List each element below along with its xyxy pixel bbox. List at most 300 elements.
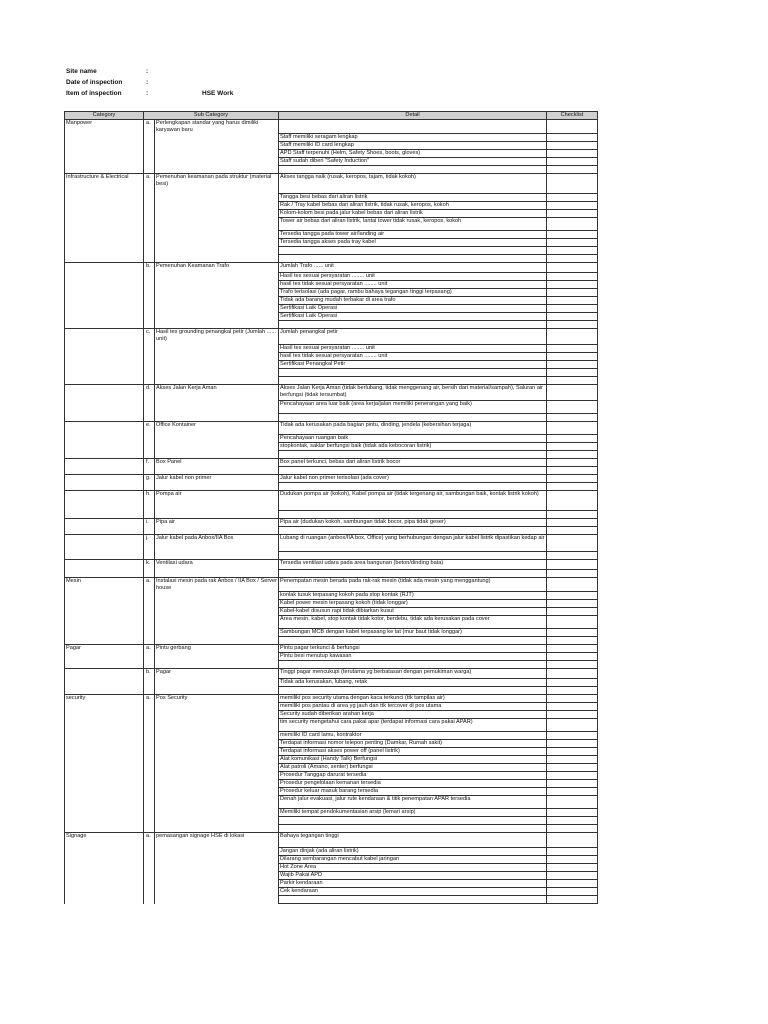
- checklist-cell[interactable]: [547, 353, 598, 361]
- checklist-cell[interactable]: [547, 661, 598, 669]
- checklist-cell[interactable]: [547, 414, 598, 422]
- sub-letter-cell: [144, 608, 155, 616]
- checklist-cell[interactable]: [547, 401, 598, 414]
- checklist-cell[interactable]: [547, 305, 598, 313]
- sub-category-cell: [155, 361, 279, 369]
- detail-cell: Pintu pagar terkunci & berfungsi: [279, 645, 547, 653]
- detail-cell: tim security mengetahui cara pakai apar (terdapat informasi cara pakai APAR): [279, 719, 547, 732]
- table-row: [65, 194, 598, 202]
- table-row: [65, 629, 598, 637]
- sub-letter-cell: [144, 247, 155, 255]
- checklist-cell[interactable]: [547, 872, 598, 880]
- table-row: [65, 740, 598, 748]
- sub-letter-cell: f.: [144, 459, 155, 467]
- category-cell: [65, 661, 144, 669]
- checklist-cell[interactable]: [547, 281, 598, 289]
- detail-cell: Staff memiliki ID card lengkap: [279, 142, 547, 150]
- detail-cell: Tidak ada kerusakan, lubang, retak: [279, 679, 547, 687]
- category-cell: [65, 764, 144, 772]
- category-cell: [65, 872, 144, 880]
- site-name-label: Site name: [66, 68, 97, 75]
- sub-category-cell: [155, 896, 279, 904]
- category-cell: [65, 629, 144, 637]
- category-cell: Mesin: [65, 578, 144, 592]
- checklist-cell[interactable]: [547, 166, 598, 174]
- checklist-cell[interactable]: [547, 120, 598, 134]
- checklist-cell[interactable]: [547, 888, 598, 896]
- category-cell: [65, 385, 144, 401]
- detail-cell: Memiliki tempat pendokumentasian arsip (lemari arsip): [279, 809, 547, 817]
- table-row: [65, 856, 598, 864]
- sub-letter-cell: [144, 273, 155, 281]
- table-row: [65, 748, 598, 756]
- detail-cell: Hot Zone Area: [279, 864, 547, 872]
- detail-cell: [279, 377, 547, 385]
- sub-category-cell: [155, 451, 279, 459]
- sub-letter-cell: [144, 345, 155, 353]
- detail-cell: [279, 661, 547, 669]
- table-row: [65, 414, 598, 422]
- checklist-cell[interactable]: [547, 174, 598, 194]
- category-cell: [65, 422, 144, 435]
- category-cell: [65, 888, 144, 896]
- sub-letter-cell: [144, 817, 155, 825]
- checklist-cell[interactable]: [547, 467, 598, 475]
- checklist-cell[interactable]: [547, 150, 598, 158]
- category-cell: [65, 600, 144, 608]
- table-row: [65, 511, 598, 519]
- checklist-cell[interactable]: [547, 321, 598, 329]
- sub-letter-cell: [144, 661, 155, 669]
- checklist-cell[interactable]: [547, 764, 598, 772]
- table-row: [65, 289, 598, 297]
- sub-letter-cell: k.: [144, 560, 155, 570]
- sub-letter-cell: d.: [144, 385, 155, 401]
- sub-category-cell: pemasangan signage HSE di lokasi: [155, 833, 279, 848]
- table-row: [65, 695, 598, 703]
- checklist-cell[interactable]: [547, 645, 598, 653]
- sub-letter-cell: a.: [144, 645, 155, 653]
- sub-category-cell: Pemenuhan Keamanan Trafo: [155, 263, 279, 273]
- checklist-cell[interactable]: [547, 756, 598, 764]
- checklist-cell[interactable]: [547, 896, 598, 904]
- col-detail: Detail: [279, 112, 547, 120]
- sub-category-cell: [155, 527, 279, 535]
- sub-letter-cell: [144, 880, 155, 888]
- checklist-cell[interactable]: [547, 780, 598, 788]
- sub-category-cell: [155, 166, 279, 174]
- table-row: [65, 570, 598, 578]
- category-cell: [65, 369, 144, 377]
- table-row: [65, 719, 598, 732]
- sub-category-cell: [155, 467, 279, 475]
- sub-letter-cell: [144, 856, 155, 864]
- sub-category-cell: [155, 825, 279, 833]
- checklist-cell[interactable]: [547, 475, 598, 483]
- table-row: [65, 645, 598, 653]
- detail-cell: [279, 570, 547, 578]
- checklist-cell[interactable]: [547, 134, 598, 142]
- checklist-cell[interactable]: [547, 608, 598, 616]
- table-row: [65, 475, 598, 483]
- category-cell: [65, 158, 144, 166]
- table-row: [65, 247, 598, 255]
- checklist-cell[interactable]: [547, 592, 598, 600]
- table-row: [65, 166, 598, 174]
- detail-cell: Wajib Pakai APD: [279, 872, 547, 880]
- table-row: [65, 687, 598, 695]
- checklist-cell[interactable]: [547, 313, 598, 321]
- checklist-cell[interactable]: [547, 856, 598, 864]
- table-row: [65, 491, 598, 511]
- checklist-cell[interactable]: [547, 158, 598, 166]
- col-sub-category: Sub Category: [144, 112, 279, 120]
- checklist-cell[interactable]: [547, 616, 598, 629]
- checklist-cell[interactable]: [547, 231, 598, 239]
- checklist-cell[interactable]: [547, 459, 598, 467]
- table-row: [65, 459, 598, 467]
- category-cell: [65, 687, 144, 695]
- checklist-cell[interactable]: [547, 629, 598, 637]
- category-cell: [65, 345, 144, 353]
- category-cell: [65, 864, 144, 872]
- category-cell: [65, 273, 144, 281]
- checklist-cell[interactable]: [547, 297, 598, 305]
- table-row: [65, 305, 598, 313]
- checklist-cell[interactable]: [547, 600, 598, 608]
- detail-cell: konlak tusuk terpasang kokoh pada stop kontak (RJT): [279, 592, 547, 600]
- sub-category-cell: [155, 305, 279, 313]
- sub-letter-cell: a.: [144, 174, 155, 194]
- checklist-cell[interactable]: [547, 519, 598, 527]
- table-row: [65, 142, 598, 150]
- sub-letter-cell: [144, 748, 155, 756]
- detail-cell: memiliki ID card lamu, kontraktor: [279, 732, 547, 740]
- sub-category-cell: [155, 401, 279, 414]
- item-value: HSE Work: [202, 90, 234, 97]
- category-cell: [65, 756, 144, 764]
- checklist-cell[interactable]: [547, 369, 598, 377]
- checklist-cell[interactable]: [547, 637, 598, 645]
- detail-cell: [279, 255, 547, 263]
- checklist-cell[interactable]: [547, 511, 598, 519]
- sub-letter-cell: [144, 600, 155, 608]
- category-cell: [65, 809, 144, 817]
- detail-cell: APD Staff terpenuhi (Helm, Safety Shoes, boots, gloves): [279, 150, 547, 158]
- sub-category-cell: [155, 218, 279, 231]
- checklist-cell[interactable]: [547, 385, 598, 401]
- category-cell: [65, 552, 144, 560]
- checklist-cell[interactable]: [547, 719, 598, 732]
- detail-cell: Tersedia ventilasi udara pada area bangunan (beton/dinding bata): [279, 560, 547, 570]
- sub-letter-cell: [144, 788, 155, 796]
- sub-letter-cell: [144, 888, 155, 896]
- checklist-cell[interactable]: [547, 377, 598, 385]
- category-cell: [65, 592, 144, 600]
- detail-cell: Lubang di ruangan (anbox/IIA box, Office) yang berhubungan dengan jalur kabel listrik dipastikan kedap air: [279, 535, 547, 552]
- checklist-cell[interactable]: [547, 422, 598, 435]
- category-cell: [65, 817, 144, 825]
- checklist-cell[interactable]: [547, 788, 598, 796]
- sub-letter-cell: [144, 451, 155, 459]
- detail-cell: Pintu besi menutup kawasan: [279, 653, 547, 661]
- category-cell: [65, 679, 144, 687]
- sub-category-cell: [155, 608, 279, 616]
- category-cell: [65, 313, 144, 321]
- checklist-cell[interactable]: [547, 210, 598, 218]
- checklist-cell[interactable]: [547, 142, 598, 150]
- table-row: [65, 255, 598, 263]
- category-cell: [65, 255, 144, 263]
- sub-letter-cell: [144, 872, 155, 880]
- table-row: [65, 578, 598, 592]
- sub-category-cell: Instalasi mesin pada rak Anbox / IIA Box / Server house: [156, 578, 277, 591]
- category-cell: [65, 134, 144, 142]
- checklist-cell[interactable]: [547, 848, 598, 856]
- checklist-cell[interactable]: [547, 218, 598, 231]
- sub-category-cell: [155, 247, 279, 255]
- checklist-cell[interactable]: [547, 552, 598, 560]
- table-row: [65, 150, 598, 158]
- detail-cell: Cek kendaraan: [279, 888, 547, 896]
- table-row: [65, 443, 598, 451]
- sub-category-cell: [155, 732, 279, 740]
- table-row: [65, 679, 598, 687]
- sub-letter-cell: [144, 401, 155, 414]
- checklist-cell[interactable]: [547, 202, 598, 210]
- detail-cell: [279, 369, 547, 377]
- table-row: [65, 848, 598, 856]
- checklist-cell[interactable]: [547, 796, 598, 809]
- category-cell: [65, 796, 144, 809]
- category-cell: [65, 377, 144, 385]
- sub-letter-cell: e.: [144, 422, 155, 435]
- category-cell: [65, 711, 144, 719]
- checklist-cell[interactable]: [547, 345, 598, 353]
- sub-letter-cell: [144, 780, 155, 788]
- checklist-cell[interactable]: [547, 687, 598, 695]
- category-cell: [65, 703, 144, 711]
- sub-category-cell: [155, 142, 279, 150]
- table-row: [65, 780, 598, 788]
- sub-category-cell: Jalur kabel pada Anbox/IIA Box: [155, 535, 279, 552]
- table-row: [65, 174, 598, 194]
- sub-letter-cell: [144, 552, 155, 560]
- detail-cell: Jalur kabel non primer terisolasi (ada cover): [279, 475, 547, 483]
- checklist-cell[interactable]: [547, 535, 598, 552]
- sub-letter-cell: [144, 711, 155, 719]
- checklist-cell[interactable]: [547, 527, 598, 535]
- sub-letter-cell: [144, 361, 155, 369]
- sub-letter-cell: [144, 150, 155, 158]
- sub-letter-cell: [144, 719, 155, 732]
- checklist-cell[interactable]: [547, 695, 598, 703]
- sub-letter-cell: [144, 218, 155, 231]
- checklist-cell[interactable]: [547, 194, 598, 202]
- sub-category-cell: Pintu gerbang: [155, 645, 279, 653]
- table-row: [65, 451, 598, 459]
- category-cell: [65, 467, 144, 475]
- sub-letter-cell: [144, 435, 155, 443]
- sub-category-cell: [155, 888, 279, 896]
- table-row: [65, 263, 598, 273]
- category-cell: [65, 519, 144, 527]
- checklist-cell[interactable]: [547, 443, 598, 451]
- checklist-cell[interactable]: [547, 679, 598, 687]
- category-cell: [65, 443, 144, 451]
- checklist-cell[interactable]: [547, 560, 598, 570]
- detail-cell: Kabel power mesin terpasang kokoh (tidak longgar): [279, 600, 547, 608]
- detail-cell: [279, 817, 547, 825]
- category-cell: [65, 848, 144, 856]
- detail-cell: Tidak ada kerusakan pada bagian pintu, dinding, jendela (kebersihan terjaga): [279, 422, 547, 435]
- detail-cell: Hasil tes sesuai persyaratan ........ unit: [279, 345, 547, 353]
- checklist-cell[interactable]: [547, 825, 598, 833]
- detail-cell: Trafo terisolasi (ada pagar, rambu bahaya tegangan tinggi terpasang): [279, 289, 547, 297]
- sub-letter-cell: [144, 377, 155, 385]
- sub-category-cell: [155, 592, 279, 600]
- checklist-cell[interactable]: [547, 329, 598, 345]
- sub-category-cell: [155, 872, 279, 880]
- sub-category-cell: [155, 297, 279, 305]
- sub-category-cell: Ventilasi udara: [155, 560, 279, 570]
- detail-cell: Penempatan mesin berada pada rak-rak mesin (tidak ada mesin yang menggantung): [279, 578, 547, 592]
- detail-cell: stopkontak, saklar berfungsi baik (tidak ada kebocoran listrik): [279, 443, 547, 451]
- checklist-cell[interactable]: [547, 491, 598, 511]
- category-cell: [65, 825, 144, 833]
- checklist-cell[interactable]: [547, 748, 598, 756]
- checklist-cell[interactable]: [547, 247, 598, 255]
- category-cell: [65, 451, 144, 459]
- detail-cell: Staff sudah diberi "Safety Induction": [279, 158, 547, 166]
- date-label: Date of inspection: [66, 79, 123, 86]
- table-row: [65, 435, 598, 443]
- category-cell: [65, 459, 144, 467]
- sub-category-cell: Pagar: [155, 669, 279, 679]
- checklist-cell[interactable]: [547, 435, 598, 443]
- checklist-cell[interactable]: [547, 833, 598, 848]
- col-category: Category: [65, 112, 144, 120]
- checklist-cell[interactable]: [547, 578, 598, 592]
- sub-category-cell: [155, 719, 279, 732]
- checklist-cell[interactable]: [547, 289, 598, 297]
- detail-cell: Security sudah diberikan arahan kerja: [279, 711, 547, 719]
- table-row: [65, 825, 598, 833]
- table-row: [65, 608, 598, 616]
- checklist-cell[interactable]: [547, 483, 598, 491]
- sub-category-cell: [155, 661, 279, 669]
- checklist-cell[interactable]: [547, 880, 598, 888]
- category-cell: Infrastructure & Electrical: [65, 174, 144, 194]
- category-cell: [65, 194, 144, 202]
- table-row: [65, 653, 598, 661]
- sub-category-cell: [155, 740, 279, 748]
- checklist-cell[interactable]: [547, 732, 598, 740]
- detail-cell: memiliki pos security utama dengan kaca terkunci (ttk tampilas air): [279, 695, 547, 703]
- detail-cell: [279, 896, 547, 904]
- sub-category-cell: [155, 856, 279, 864]
- category-cell: [65, 329, 144, 345]
- checklist-cell[interactable]: [547, 669, 598, 679]
- checklist-cell[interactable]: [547, 570, 598, 578]
- sub-category-cell: Jalur kabel non primer: [155, 475, 279, 483]
- checklist-cell[interactable]: [547, 809, 598, 817]
- table-row: [65, 329, 598, 345]
- checklist-cell[interactable]: [547, 361, 598, 369]
- table-row: [65, 535, 598, 552]
- sub-letter-cell: [144, 281, 155, 289]
- detail-cell: [279, 247, 547, 255]
- detail-cell: Tersedia tangga pada tower air/landing air: [279, 231, 547, 239]
- table-row: [65, 401, 598, 414]
- sub-letter-cell: [144, 687, 155, 695]
- table-row: [65, 616, 598, 629]
- sub-letter-cell: [144, 210, 155, 218]
- table-row: [65, 231, 598, 239]
- sub-letter-cell: [144, 158, 155, 166]
- category-cell: [65, 637, 144, 645]
- category-cell: [65, 653, 144, 661]
- sub-category-cell: Box Panel: [155, 459, 279, 467]
- detail-cell: [279, 321, 547, 329]
- sub-letter-cell: a.: [144, 695, 155, 703]
- category-cell: [65, 150, 144, 158]
- table-row: [65, 239, 598, 247]
- sub-category-cell: [155, 273, 279, 281]
- detail-cell: Tersedia tangga akses pada tray kabel: [279, 239, 547, 247]
- category-cell: [65, 218, 144, 231]
- checklist-cell[interactable]: [547, 273, 598, 281]
- detail-cell: Pipa air (dudukan kokoh, sambungan tidak bocor, pipa tidak geser): [279, 519, 547, 527]
- table-row: [65, 756, 598, 764]
- detail-cell: Kabel-kabel disusun rapi tidak dibiarkan kusut: [279, 608, 547, 616]
- category-cell: Manpower: [65, 120, 144, 134]
- checklist-cell[interactable]: [547, 653, 598, 661]
- checklist-cell[interactable]: [547, 703, 598, 711]
- checklist-cell[interactable]: [547, 740, 598, 748]
- detail-cell: Alat komunikasi (Handy Talk) Berfungsi: [279, 756, 547, 764]
- sub-category-cell: Office Kontainer: [155, 422, 279, 435]
- detail-cell: Pencahayaan ruangan baik: [279, 435, 547, 443]
- detail-cell: Terdapat informasi akses power off (panel listrik): [279, 748, 547, 756]
- checklist-cell[interactable]: [547, 772, 598, 780]
- sub-letter-cell: [144, 527, 155, 535]
- checklist-cell[interactable]: [547, 711, 598, 719]
- sub-category-cell: [155, 345, 279, 353]
- category-cell: [65, 305, 144, 313]
- checklist-cell[interactable]: [547, 255, 598, 263]
- detail-cell: Alat patroli (Amano, senter) berfungsi: [279, 764, 547, 772]
- category-cell: [65, 435, 144, 443]
- table-row: [65, 353, 598, 361]
- sub-letter-cell: [144, 511, 155, 519]
- sub-category-cell: [155, 616, 279, 629]
- sub-letter-cell: [144, 305, 155, 313]
- category-cell: [65, 527, 144, 535]
- sub-category-cell: [155, 772, 279, 780]
- checklist-cell[interactable]: [547, 451, 598, 459]
- table-row: [65, 809, 598, 817]
- checklist-cell[interactable]: [547, 864, 598, 872]
- detail-cell: Prosedur pengelolaan kemanan tersedia: [279, 780, 547, 788]
- checklist-cell[interactable]: [547, 239, 598, 247]
- checklist-cell[interactable]: [547, 817, 598, 825]
- checklist-cell[interactable]: [547, 263, 598, 273]
- sub-category-cell: [155, 369, 279, 377]
- detail-cell: Prosedur keluar masuk barang tersedia: [279, 788, 547, 796]
- table-row: [65, 422, 598, 435]
- table-row: [65, 560, 598, 570]
